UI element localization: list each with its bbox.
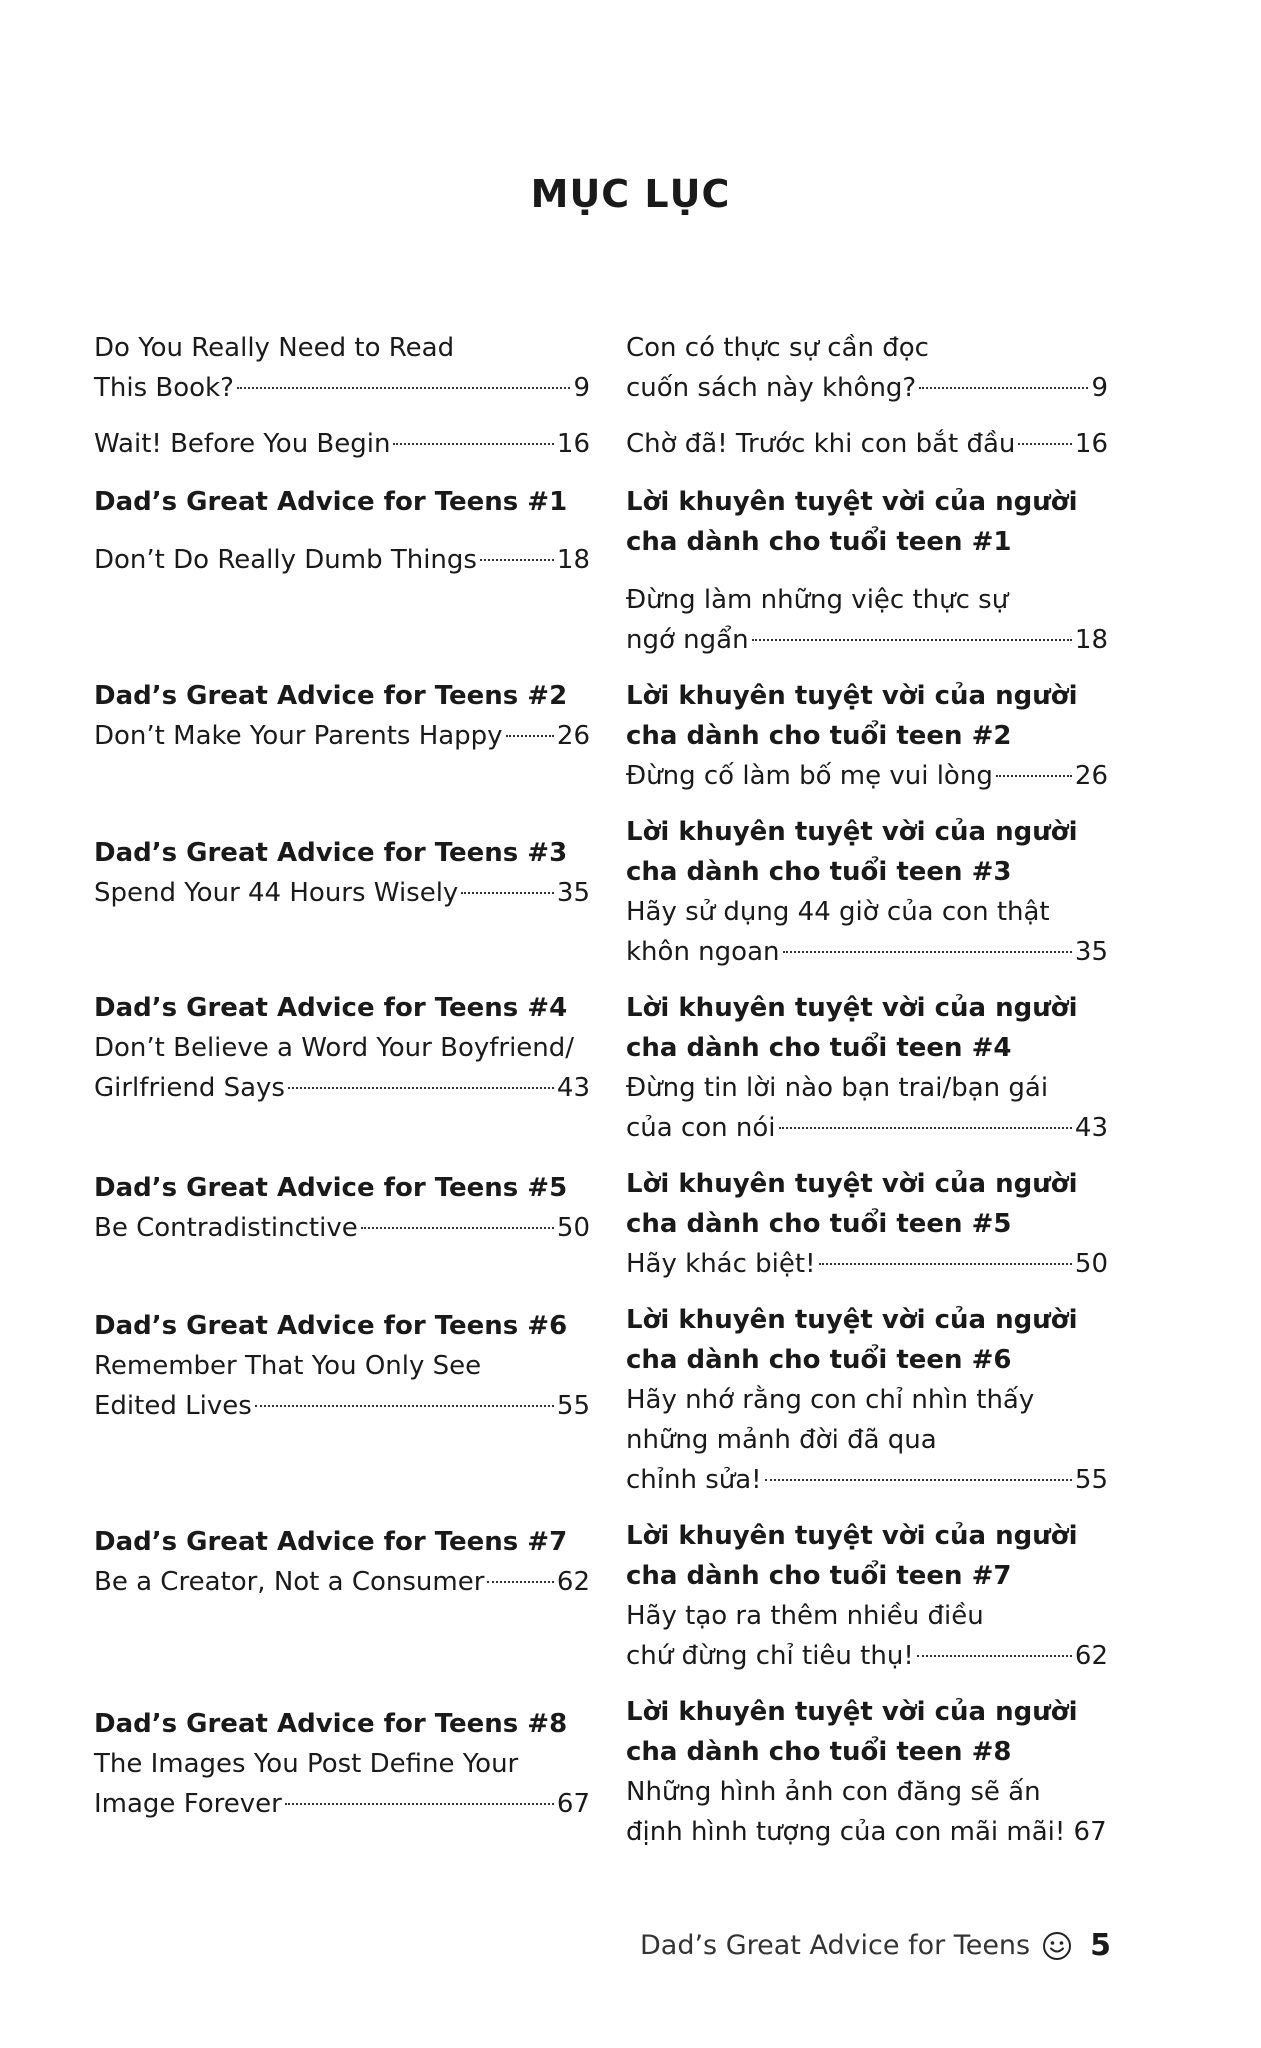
toc-entry-heading: Lời khuyên tuyệt vời của người	[626, 1521, 1078, 1551]
toc-page-number: 26	[556, 721, 590, 751]
toc-entry[interactable]	[94, 988, 590, 1108]
toc-entry[interactable]	[94, 833, 590, 913]
toc-entry-line: Đừng tin lời nào bạn trai/bạn gái	[626, 1073, 1049, 1103]
toc-entry-heading: Dad’s Great Advice for Teens #7	[94, 1527, 568, 1557]
dot-leader	[1018, 443, 1072, 445]
toc-entry[interactable]	[626, 1164, 1108, 1284]
toc-entry-heading: Lời khuyên tuyệt vời của người	[626, 1697, 1078, 1727]
toc-entry[interactable]	[626, 482, 1108, 660]
toc-page-number: 55	[1074, 1465, 1108, 1495]
toc-entry-title: Hãy khác biệt!	[626, 1249, 816, 1279]
toc-entry-dotline	[94, 873, 590, 913]
toc-page-number: 18	[1074, 625, 1108, 655]
toc-entry[interactable]	[626, 424, 1108, 464]
dot-leader	[919, 387, 1088, 389]
toc-entry-line: những mảnh đời đã qua	[626, 1425, 937, 1455]
toc-entry[interactable]	[94, 1522, 590, 1602]
toc-entry-dotline	[626, 424, 1108, 464]
dot-leader	[255, 1405, 554, 1407]
toc-page-number: 55	[556, 1391, 590, 1421]
toc-entry-line: Hãy sử dụng 44 giờ của con thật	[626, 897, 1050, 927]
toc-entry-dotline	[94, 716, 590, 756]
toc-entry-line: Hãy nhớ rằng con chỉ nhìn thấy	[626, 1385, 1035, 1415]
dot-leader	[819, 1263, 1072, 1265]
toc-entry-title: định hình tượng của con mãi mãi! 67	[626, 1817, 1107, 1847]
dot-leader	[480, 559, 554, 561]
toc-entry-dotline	[94, 1208, 590, 1248]
toc-entry-title: Image Forever	[94, 1789, 282, 1819]
toc-entry-heading: Lời khuyên tuyệt vời của người	[626, 993, 1078, 1023]
toc-entry-dotline	[94, 1784, 590, 1824]
toc-entry-heading: Lời khuyên tuyệt vời của người	[626, 681, 1078, 711]
toc-page-number: 35	[1074, 937, 1108, 967]
toc-page-number: 18	[556, 545, 590, 575]
toc-entry-title: Edited Lives	[94, 1391, 252, 1421]
toc-entry-line: Đừng làm những việc thực sự	[626, 585, 1009, 615]
toc-entry-dotline	[94, 1386, 590, 1426]
dot-leader	[285, 1803, 554, 1805]
toc-entry-heading: Dad’s Great Advice for Teens #2	[94, 681, 568, 711]
toc-entry-heading: cha dành cho tuổi teen #7	[626, 1561, 1012, 1591]
toc-entry-title: Chờ đã! Trước khi con bắt đầu	[626, 429, 1016, 459]
toc-entry-line: The Images You Post Define Your	[94, 1749, 519, 1779]
toc-entry-title: ngớ ngẩn	[626, 625, 749, 655]
toc-page-number: 35	[556, 878, 590, 908]
toc-page-number: 9	[573, 373, 590, 403]
toc-page-number: 62	[556, 1567, 590, 1597]
toc-page-number: 9	[1091, 373, 1108, 403]
dot-leader	[487, 1581, 554, 1583]
toc-entry-heading: cha dành cho tuổi teen #3	[626, 857, 1012, 887]
toc-entry-title: khôn ngoan	[626, 937, 780, 967]
toc-entry-heading: Dad’s Great Advice for Teens #1	[94, 487, 568, 517]
toc-entry-title: Be Contradistinctive	[94, 1213, 358, 1243]
page-title: MỤC LỤC	[530, 172, 731, 216]
toc-page-number: 50	[1074, 1249, 1108, 1279]
toc-entry-heading: Lời khuyên tuyệt vời của người	[626, 487, 1078, 517]
toc-entry-line: Con có thực sự cần đọc	[626, 333, 929, 363]
toc-entry-dotline	[626, 620, 1108, 660]
toc-entry-dotline	[626, 368, 1108, 408]
toc-entry-dotline	[626, 1460, 1108, 1500]
toc-entry-title: chứ đừng chỉ tiêu thụ!	[626, 1641, 914, 1671]
toc-entry-title: của con nói	[626, 1113, 776, 1143]
toc-entry-heading: cha dành cho tuổi teen #5	[626, 1209, 1012, 1239]
toc-entry-title: This Book?	[94, 373, 234, 403]
toc-page-number: 26	[1074, 761, 1108, 791]
toc-page-number: 67	[556, 1789, 590, 1819]
dot-leader	[996, 775, 1072, 777]
toc-entry-heading: Dad’s Great Advice for Teens #8	[94, 1709, 568, 1739]
toc-entry-title: Don’t Make Your Parents Happy	[94, 721, 503, 751]
toc-page-number: 50	[556, 1213, 590, 1243]
toc-entry[interactable]	[626, 1692, 1108, 1852]
dot-leader	[461, 892, 554, 894]
toc-entry-dotline	[626, 932, 1108, 972]
toc-entry-heading: Dad’s Great Advice for Teens #4	[94, 993, 568, 1023]
dot-leader	[393, 443, 553, 445]
dot-leader	[783, 951, 1072, 953]
toc-entry-title: Girlfriend Says	[94, 1073, 285, 1103]
toc-entry-heading: cha dành cho tuổi teen #8	[626, 1737, 1012, 1767]
toc-entry-dotline	[626, 756, 1108, 796]
toc-entry-dotline	[626, 1108, 1108, 1148]
toc-entry[interactable]	[626, 988, 1108, 1148]
toc-entry-heading: cha dành cho tuổi teen #2	[626, 721, 1012, 751]
toc-entry-line: Hãy tạo ra thêm nhiều điều	[626, 1601, 984, 1631]
page-footer	[640, 1928, 1111, 1963]
toc-entry[interactable]	[94, 1168, 590, 1248]
toc-entry[interactable]	[626, 1300, 1108, 1500]
toc-entry-title: Spend Your 44 Hours Wisely	[94, 878, 459, 908]
toc-entry-title: Be a Creator, Not a Consumer	[94, 1567, 485, 1597]
toc-entry-heading: Dad’s Great Advice for Teens #3	[94, 838, 568, 868]
toc-entry[interactable]	[626, 328, 1108, 408]
toc-entry-heading: Lời khuyên tuyệt vời của người	[626, 817, 1078, 847]
toc-entry-line: Do You Really Need to Read	[94, 333, 455, 363]
toc-entry-title: Đừng cố làm bố mẹ vui lòng	[626, 761, 993, 791]
toc-entry-line: Don’t Believe a Word Your Boyfriend/	[94, 1033, 575, 1063]
toc-entry[interactable]	[94, 328, 590, 408]
toc-entry-heading: Dad’s Great Advice for Teens #5	[94, 1173, 568, 1203]
toc-entry-dotline	[94, 368, 590, 408]
toc-entry[interactable]	[94, 1704, 590, 1824]
toc-entry-heading: cha dành cho tuổi teen #6	[626, 1345, 1012, 1375]
toc-entry-dotline	[94, 1068, 590, 1108]
toc-entry-dotline	[94, 540, 590, 580]
toc-page-number: 62	[1074, 1641, 1108, 1671]
page-number: 5	[1090, 1928, 1111, 1963]
toc-entry[interactable]	[94, 676, 590, 756]
toc-entry-line: Remember That You Only See	[94, 1351, 482, 1381]
running-title: Dad’s Great Advice for Teens	[639, 1930, 1031, 1961]
dot-leader	[237, 387, 571, 389]
toc-entry-heading: cha dành cho tuổi teen #4	[626, 1033, 1012, 1063]
toc-entry[interactable]	[94, 424, 590, 464]
dot-leader	[779, 1127, 1072, 1129]
toc-entry-title: cuốn sách này không?	[626, 373, 917, 403]
toc-entry-title: Wait! Before You Begin	[94, 429, 391, 459]
toc-entry[interactable]	[626, 676, 1108, 796]
dot-leader	[752, 639, 1072, 641]
toc-entry-title: chỉnh sửa!	[626, 1465, 762, 1495]
dot-leader	[288, 1087, 554, 1089]
toc-page-number: 16	[556, 429, 590, 459]
toc-entry-dotline	[94, 1562, 590, 1602]
toc-page-number: 43	[556, 1073, 590, 1103]
dot-leader	[765, 1479, 1072, 1481]
toc-entry-heading: cha dành cho tuổi teen #1	[626, 527, 1012, 557]
toc-entry[interactable]	[94, 482, 590, 580]
toc-page-number: 43	[1074, 1113, 1108, 1143]
dot-leader	[506, 735, 554, 737]
smiley-icon	[1042, 1931, 1072, 1961]
toc-entry-heading: Dad’s Great Advice for Teens #6	[94, 1311, 568, 1341]
toc-entry[interactable]	[626, 812, 1108, 972]
toc-entry-line: Những hình ảnh con đăng sẽ ấn	[626, 1777, 1041, 1807]
toc-entry[interactable]	[626, 1516, 1108, 1676]
dot-leader	[917, 1655, 1072, 1657]
toc-entry-title: Don’t Do Really Dumb Things	[94, 545, 477, 575]
toc-entry-dotline	[94, 424, 590, 464]
toc-entry-dotline	[626, 1636, 1108, 1676]
toc-entry-heading: Lời khuyên tuyệt vời của người	[626, 1305, 1078, 1335]
toc-entry[interactable]	[94, 1306, 590, 1426]
dot-leader	[361, 1227, 554, 1229]
toc-entry-heading: Lời khuyên tuyệt vời của người	[626, 1169, 1078, 1199]
toc-page-number: 16	[1074, 429, 1108, 459]
toc-entry-dotline	[626, 1244, 1108, 1284]
